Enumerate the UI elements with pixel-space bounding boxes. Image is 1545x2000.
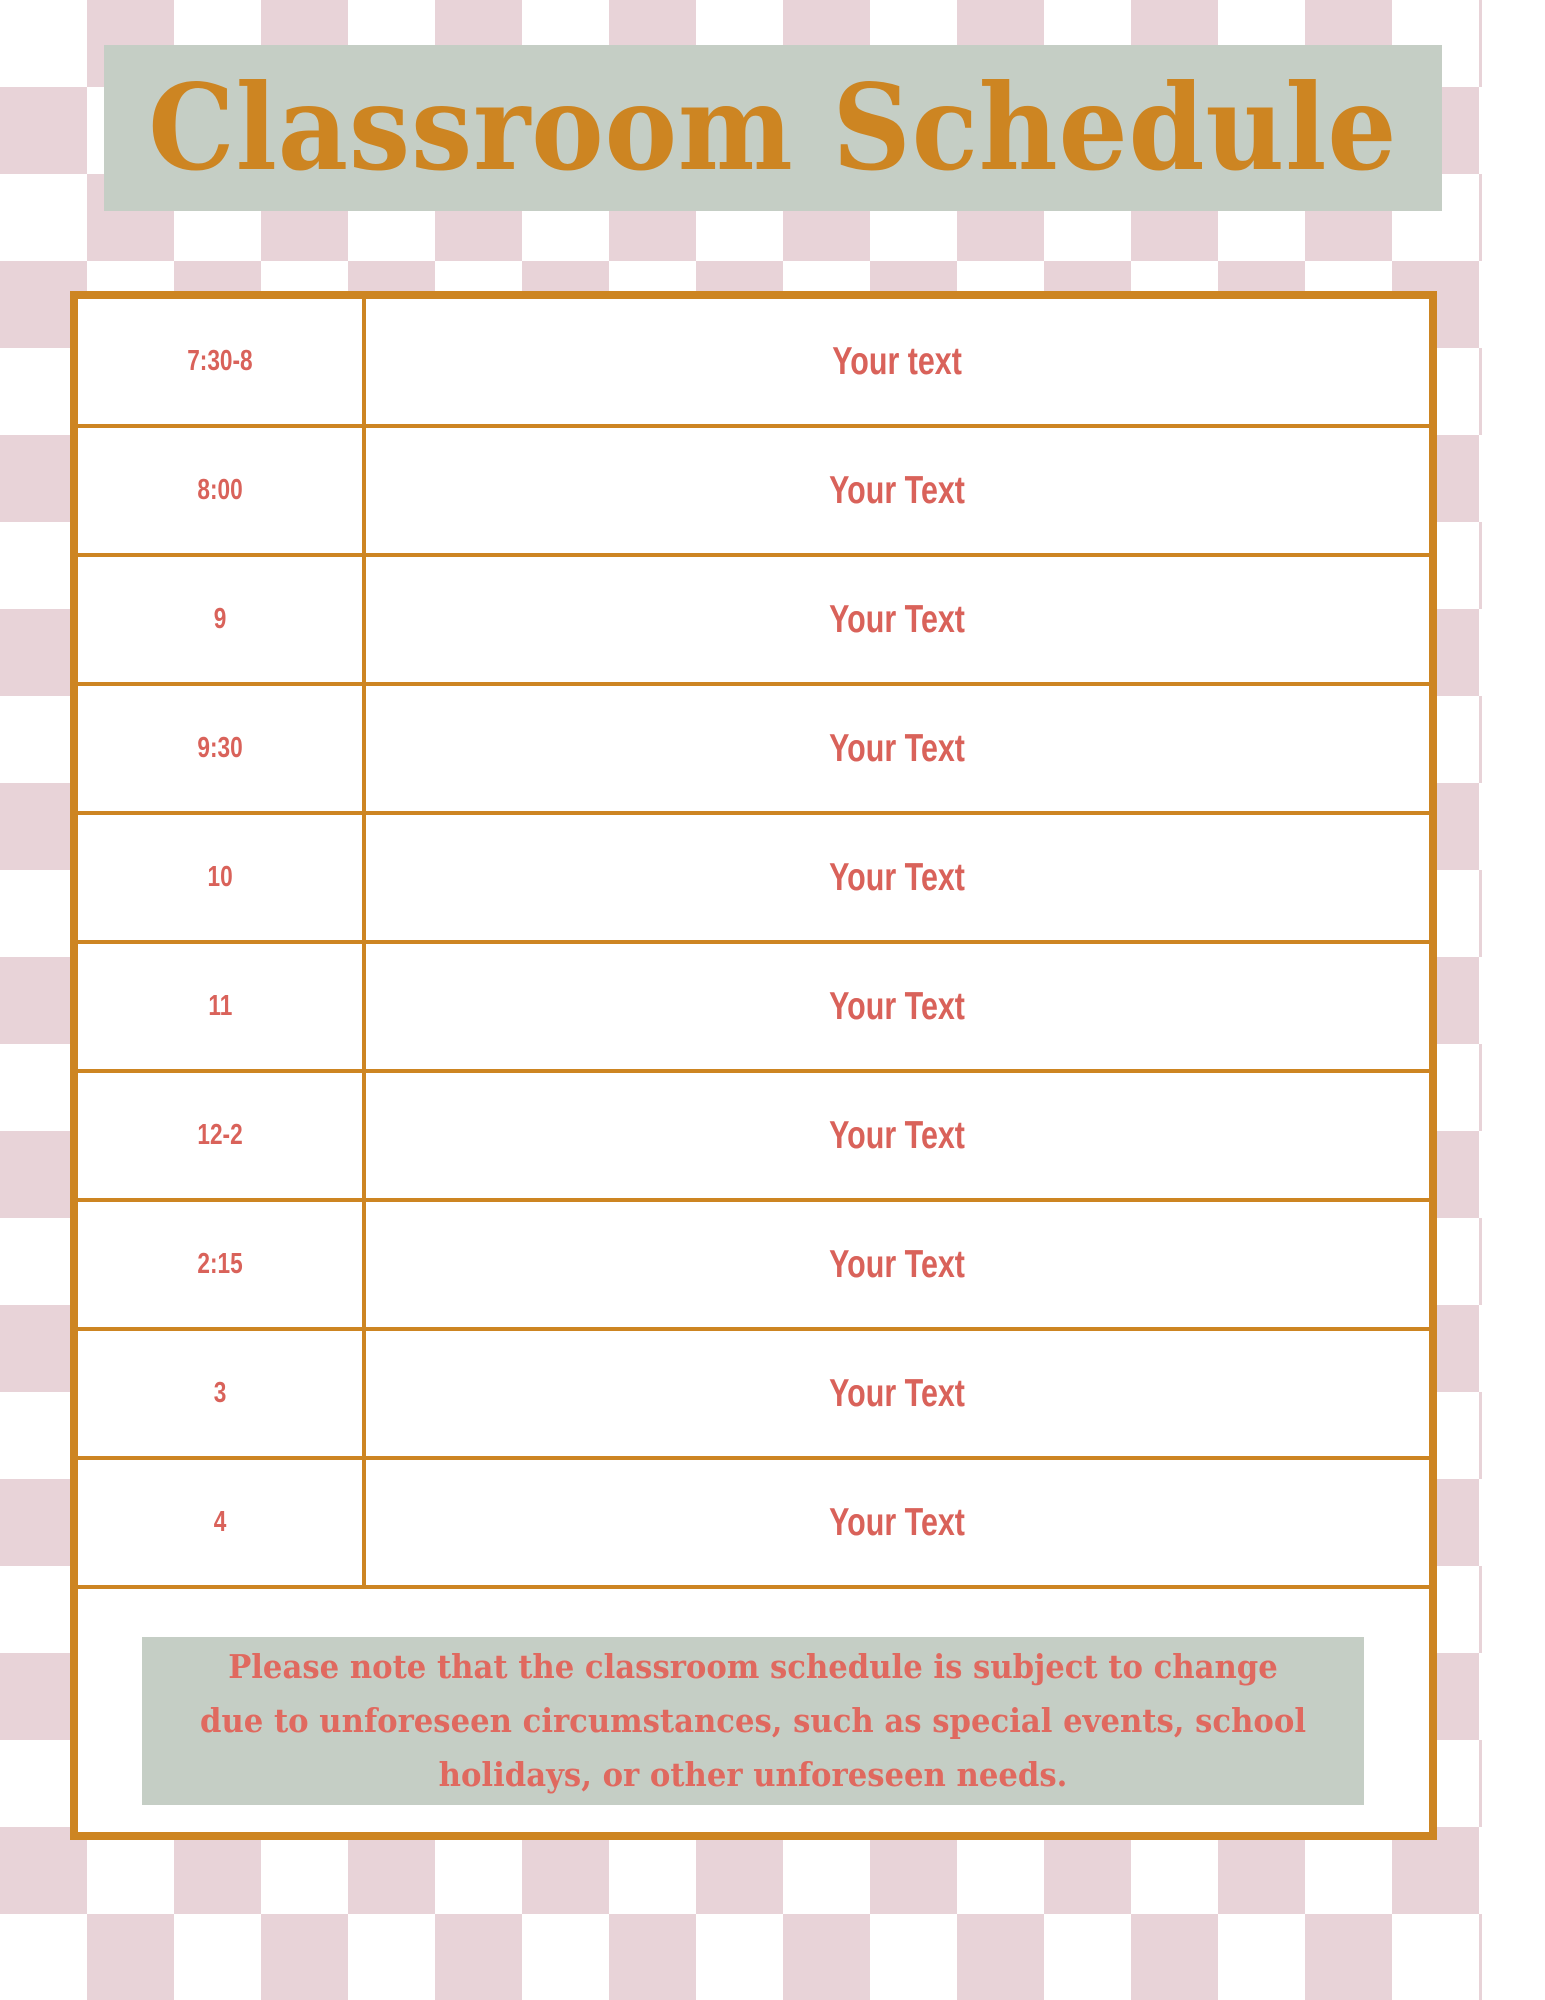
- activity-label: Your Text: [829, 1113, 966, 1157]
- activity-cell[interactable]: [366, 1460, 1429, 1585]
- activity-cell[interactable]: [366, 557, 1429, 682]
- schedule-note: Please note that the classroom schedule is subject to change due to unforeseen circumstances, such as special events, school holidays, or other unforeseen needs.: [199, 1647, 1307, 1794]
- time-label: 7:30-8: [187, 345, 253, 377]
- time-label: 9: [213, 603, 227, 635]
- time-cell: [78, 944, 366, 1069]
- time-cell: [78, 1202, 366, 1327]
- time-label: 9:30: [197, 732, 243, 764]
- page-title: Classroom Schedule: [148, 58, 1398, 197]
- schedule-row: [78, 299, 1429, 428]
- schedule-row: [78, 1073, 1429, 1202]
- time-label: 12-2: [197, 1119, 243, 1151]
- activity-cell[interactable]: [366, 299, 1429, 424]
- title-banner: [104, 45, 1442, 211]
- activity-label: Your Text: [829, 1242, 966, 1286]
- time-cell: [78, 815, 366, 940]
- time-label: 2:15: [197, 1248, 243, 1280]
- schedule-row: [78, 815, 1429, 944]
- time-label: 11: [208, 990, 232, 1022]
- background-strip: [1482, 0, 1545, 2000]
- time-cell: [78, 1460, 366, 1585]
- activity-label: Your Text: [829, 984, 966, 1028]
- activity-label: Your Text: [829, 468, 966, 512]
- activity-label: Your Text: [829, 726, 966, 770]
- activity-cell[interactable]: [366, 686, 1429, 811]
- time-cell: [78, 686, 366, 811]
- time-cell: [78, 1073, 366, 1198]
- schedule-row: [78, 1202, 1429, 1331]
- activity-label: Your text: [832, 339, 963, 383]
- activity-cell[interactable]: [366, 428, 1429, 553]
- note-box: [142, 1637, 1364, 1805]
- schedule-row: [78, 944, 1429, 1073]
- activity-cell[interactable]: [366, 1073, 1429, 1198]
- activity-label: Your Text: [829, 855, 966, 899]
- activity-cell[interactable]: [366, 1202, 1429, 1327]
- time-cell: [78, 557, 366, 682]
- schedule-row: [78, 1331, 1429, 1460]
- time-label: 8:00: [197, 474, 243, 506]
- schedule-table: [78, 299, 1429, 1589]
- activity-label: Your Text: [829, 597, 966, 641]
- activity-label: Your Text: [829, 1500, 966, 1544]
- time-label: 10: [207, 861, 233, 893]
- activity-cell[interactable]: [366, 1331, 1429, 1456]
- schedule-frame: [70, 291, 1437, 1840]
- schedule-row: [78, 557, 1429, 686]
- time-label: 3: [213, 1377, 227, 1409]
- schedule-row: [78, 428, 1429, 557]
- activity-label: Your Text: [829, 1371, 966, 1415]
- schedule-row: [78, 686, 1429, 815]
- activity-cell[interactable]: [366, 815, 1429, 940]
- time-cell: [78, 428, 366, 553]
- time-cell: [78, 1331, 366, 1456]
- schedule-row: [78, 1460, 1429, 1589]
- time-label: 4: [213, 1506, 227, 1538]
- activity-cell[interactable]: [366, 944, 1429, 1069]
- time-cell: [78, 299, 366, 424]
